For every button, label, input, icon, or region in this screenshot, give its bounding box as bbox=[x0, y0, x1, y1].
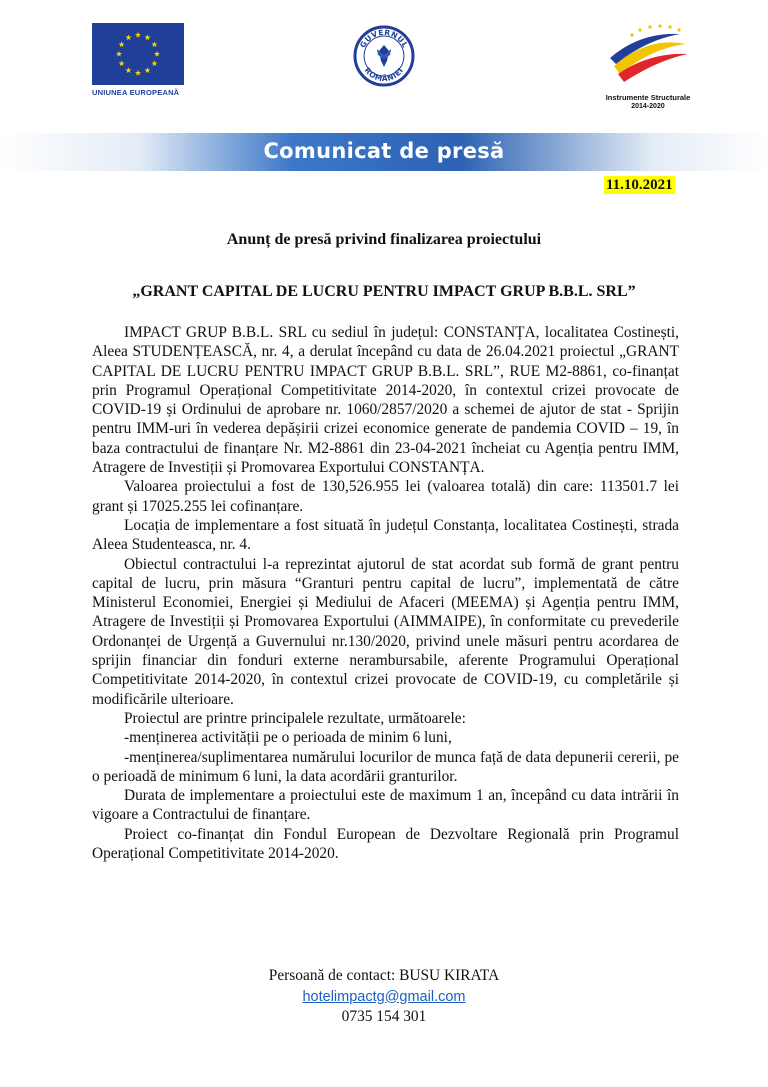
eu-star-icon bbox=[125, 67, 131, 73]
press-release-body bbox=[92, 323, 679, 863]
contact-phone: 0735 154 301 bbox=[341, 1008, 427, 1025]
eu-star-icon bbox=[119, 41, 125, 47]
eu-star-icon bbox=[154, 51, 160, 57]
eu-star-icon bbox=[135, 32, 141, 38]
contact-email-link[interactable]: hotelimpactg@gmail.com bbox=[302, 988, 466, 1005]
eu-star-icon bbox=[119, 60, 125, 66]
paragraph-funding: Proiect co-finanțat din Fondul European de Dezvoltare Regională prin Programul Operațional Competitivitate 2014-2020. bbox=[92, 825, 679, 863]
eu-star-icon bbox=[116, 51, 122, 57]
government-seal-icon bbox=[353, 25, 415, 87]
paragraph-value: Valoarea proiectului a fost de 130,526.955 lei (valoarea totală) din care: 113501.7 lei grant și 17025.255 lei cofinanțare. bbox=[92, 478, 679, 515]
paragraph-duration: Durata de implementare a proiectului este de maximum 1 an, începând cu data intrării în vigoare a Contractului de finanțare. bbox=[92, 787, 679, 824]
is-caption-line1: Instrumente Structurale bbox=[605, 93, 691, 102]
eu-caption: UNIUNEA EUROPEANĂ bbox=[92, 88, 180, 97]
paragraph-object: Obiectul contractului l-a reprezintat ajutorul de stat acordat sub formă de grant pentru capital de lucru, prin măsura “Granturi pentru capital de lucru”, implementată de către Ministerul Economiei, Energiei și Mediului de Afaceri (MEEMA) și Agenția pentru IMM, Atragere de Investiții și Promovarea Exportului (AIMMAIPE), în conformitate cu prevederile Ordonanței de Urgență a Guvernului nr.130/2020, privind unele măsuri pentru acordarea de sprijin financiar din fonduri externe nerambursabile, aferente Programului Operațional Competitivitate 2014-2020, în contextul crizei provocate de COVID-19, cu completările și modificările ulterioare. bbox=[92, 555, 679, 708]
eu-star-icon bbox=[135, 70, 141, 76]
svg-text:ROMÂNIEI: ROMÂNIEI bbox=[362, 65, 406, 84]
result-item: -menținerea/suplimentarea numărului locurilor de munca față de data depunerii cererii, pe o perioadă de minimum 6 luni, la data acordării granturilor. bbox=[92, 748, 679, 785]
press-release-banner bbox=[0, 133, 768, 171]
eu-flag-icon bbox=[92, 23, 184, 85]
release-date: 11.10.2021 bbox=[606, 177, 673, 193]
eu-stars-icon bbox=[92, 23, 184, 85]
project-title: „GRANT CAPITAL DE LUCRU PENTRU IMPACT GRUP B.B.L. SRL” bbox=[132, 283, 636, 300]
paragraph-location: Locația de implementare a fost situată în județul Constanța, localitatea Costinești, strada Aleea Studenteasca, nr. 4. bbox=[92, 516, 679, 554]
banner-title: Comunicat de presă bbox=[263, 139, 505, 163]
announcement-heading: Anunț de presă privind finalizarea proiectului bbox=[226, 231, 542, 248]
contact-person: Persoană de contact: BUSU KIRATA bbox=[268, 967, 500, 984]
result-item: -menținerea activității pe o perioada de minim 6 luni, bbox=[124, 729, 452, 747]
eu-logo bbox=[92, 23, 184, 98]
eu-star-icon bbox=[151, 41, 157, 47]
is-swoosh-icon bbox=[600, 22, 696, 88]
paragraph-results-intro: Proiectul are printre principalele rezultate, următoarele: bbox=[124, 709, 466, 727]
eu-star-icon bbox=[151, 60, 157, 66]
svg-text:GUVERNUL: GUVERNUL bbox=[358, 27, 410, 50]
contact-block bbox=[0, 966, 768, 1028]
government-logo bbox=[353, 25, 415, 87]
eu-star-icon bbox=[144, 34, 150, 40]
instrumente-structurale-logo bbox=[600, 22, 696, 112]
eu-star-icon bbox=[144, 67, 150, 73]
is-caption-line2: 2014-2020 bbox=[631, 103, 665, 110]
paragraph-beneficiary: IMPACT GRUP B.B.L. SRL cu sediul în județul: CONSTANȚA, localitatea Costinești, Aleea STUDENȚEASCĂ, nr. 4, a derulat începând cu data de 26.04.2021 proiectul „GRANT CAPITAL DE LUCRU PENTRU IMPACT GRUP B.B.L. SRL”, RUE M2-8861, co-finanțat prin Programul Operațional Competitivitate 2014-2020, în contextul crizei provocate de COVID-19 și Ordinului de aprobare nr. 1060/2857/2020 a schemei de ajutor de stat - Sprijin pentru IMM-uri în vederea depășirii crizei economice generate de pandemia COVID – 19, în baza contractului de finanțare Nr. M2-8861 din 23-04-2021 încheiat cu Agenția pentru IMM, Atragere de Investiții și Promovarea Exportului CONSTANȚA. bbox=[92, 324, 679, 477]
eu-star-icon bbox=[125, 34, 131, 40]
